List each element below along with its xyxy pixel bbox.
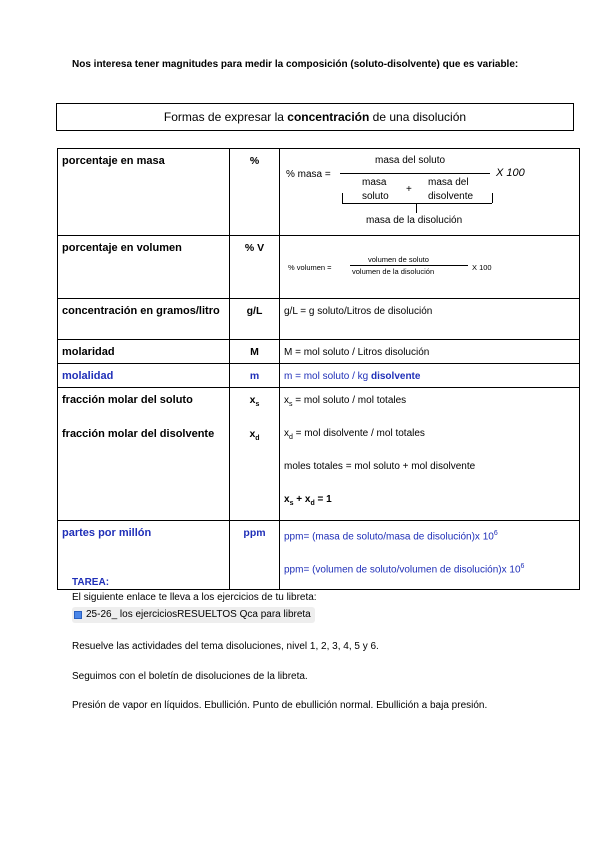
ppm-text: ppm= (masa de soluto/masa de disolución)x 10 — [284, 531, 494, 543]
def-sub: s — [289, 401, 293, 408]
row-symbol: % V — [244, 242, 265, 254]
brace-label: masa de la disolución — [366, 215, 463, 226]
def-x: x — [284, 395, 289, 406]
tarea-line1: El siguiente enlace te lleva a los ejercicios de tu libreta: — [72, 592, 317, 603]
formula-lhs: % volumen = — [288, 263, 332, 272]
table-row — [58, 236, 580, 299]
ppm-exp: 6 — [493, 530, 498, 537]
sum-x: x — [284, 494, 290, 505]
den-plus: + — [406, 184, 412, 195]
table-row — [58, 364, 580, 388]
formula-numerator: volumen de soluto — [368, 255, 429, 264]
fraction-line — [340, 173, 490, 174]
formula-times: X 100 — [472, 263, 492, 272]
row-symbol: g/L — [246, 305, 263, 317]
libreta-link-label: 25-26_ los ejerciciosRESUELTOS Qca para libreta — [86, 609, 311, 620]
tarea-p2: Seguimos con el boletín de disoluciones de la libreta. — [72, 671, 308, 682]
def-moles-totales: moles totales = mol soluto + mol disolvente — [284, 461, 476, 472]
table-row — [58, 149, 580, 236]
mass-formula — [280, 149, 579, 235]
ppm-exp: 6 — [520, 563, 525, 570]
def-xd — [280, 421, 579, 454]
molalidad-def: m = mol soluto / kg — [284, 371, 371, 382]
sum-x: x — [304, 494, 311, 505]
sym-x: x — [249, 428, 256, 440]
formula-times: X 100 — [496, 167, 525, 179]
document-icon — [74, 611, 82, 619]
brace-left — [342, 193, 343, 203]
sym-sub-s: s — [255, 401, 260, 409]
table-row — [58, 299, 580, 340]
def-text: = mol disolvente / mol totales — [292, 428, 425, 439]
def-xs — [280, 388, 579, 421]
row-name: concentración en gramos/litro — [62, 305, 220, 317]
sum-sub-s: s — [289, 500, 294, 507]
row-name: molalidad — [62, 370, 114, 382]
row-symbol: ppm — [243, 527, 266, 539]
ppm-text: ppm= (volumen de soluto/volumen de disolución)x 10 — [284, 564, 521, 576]
volume-formula — [280, 236, 579, 298]
tarea-heading: TAREA: — [72, 577, 110, 588]
row-symbol: % — [249, 155, 260, 167]
brace-right — [492, 193, 493, 203]
formula-lhs: % masa = — [286, 169, 331, 180]
libreta-link[interactable] — [72, 607, 315, 623]
molalidad-def-bold: disolvente — [370, 371, 421, 382]
row-name: partes por millón — [62, 527, 152, 539]
formula-numerator: masa del soluto — [375, 155, 446, 166]
tarea-p1: Resuelve las actividades del tema disoluciones, nivel 1, 2, 3, 4, 5 y 6. — [72, 641, 379, 652]
sym-sub-d: d — [255, 435, 260, 443]
den-soluto: soluto — [362, 191, 389, 202]
def-sum — [280, 487, 579, 520]
brace-line — [342, 203, 492, 204]
fraction-line — [350, 265, 468, 266]
row-name-soluto: fracción molar del soluto — [62, 394, 193, 406]
title-suffix: de una disolución — [369, 110, 467, 124]
concentration-table — [57, 148, 580, 590]
ppm-def-2 — [280, 554, 579, 587]
title-bold: concentración — [287, 110, 370, 124]
intro-text: Nos interesa tener magnitudes para medir la composición (soluto-disolvente) que es variable: — [72, 59, 519, 70]
row-definition — [280, 364, 579, 383]
def-sub: d — [289, 434, 293, 441]
sym-x: x — [249, 394, 256, 406]
row-name: porcentaje en volumen — [62, 242, 182, 254]
row-symbol: M — [250, 346, 259, 358]
den-masa-del: masa del — [428, 177, 469, 188]
row-name: molaridad — [62, 346, 115, 358]
row-symbol-xs — [230, 388, 279, 422]
row-symbol-xd — [230, 422, 279, 442]
row-symbol: m — [249, 370, 260, 382]
formula-denominator: volumen de la disolución — [352, 267, 435, 276]
def-x: x — [284, 428, 289, 439]
title-prefix: Formas de expresar la — [163, 110, 288, 124]
section-title — [56, 103, 574, 131]
tarea-p3: Presión de vapor en líquidos. Ebullición. Punto de ebullición normal. Ebullición a baja presión. — [72, 700, 488, 711]
row-definition: M = mol soluto / Litros disolución — [284, 347, 430, 358]
ppm-def-1 — [280, 521, 579, 554]
brace-center — [416, 203, 417, 213]
den-masa: masa — [362, 177, 387, 188]
table-row — [58, 388, 580, 521]
row-name-disolvente: fracción molar del disolvente — [62, 428, 215, 440]
table-row — [58, 521, 580, 590]
den-disolvente: disolvente — [428, 191, 474, 202]
sum-plus: + — [293, 494, 305, 505]
sum-sub-d: d — [310, 500, 315, 507]
table-row — [58, 340, 580, 364]
row-name: porcentaje en masa — [62, 155, 165, 167]
sum-eq: = 1 — [314, 494, 332, 505]
def-text: = mol soluto / mol totales — [292, 395, 407, 406]
row-definition: g/L = g soluto/Litros de disolución — [284, 306, 433, 317]
